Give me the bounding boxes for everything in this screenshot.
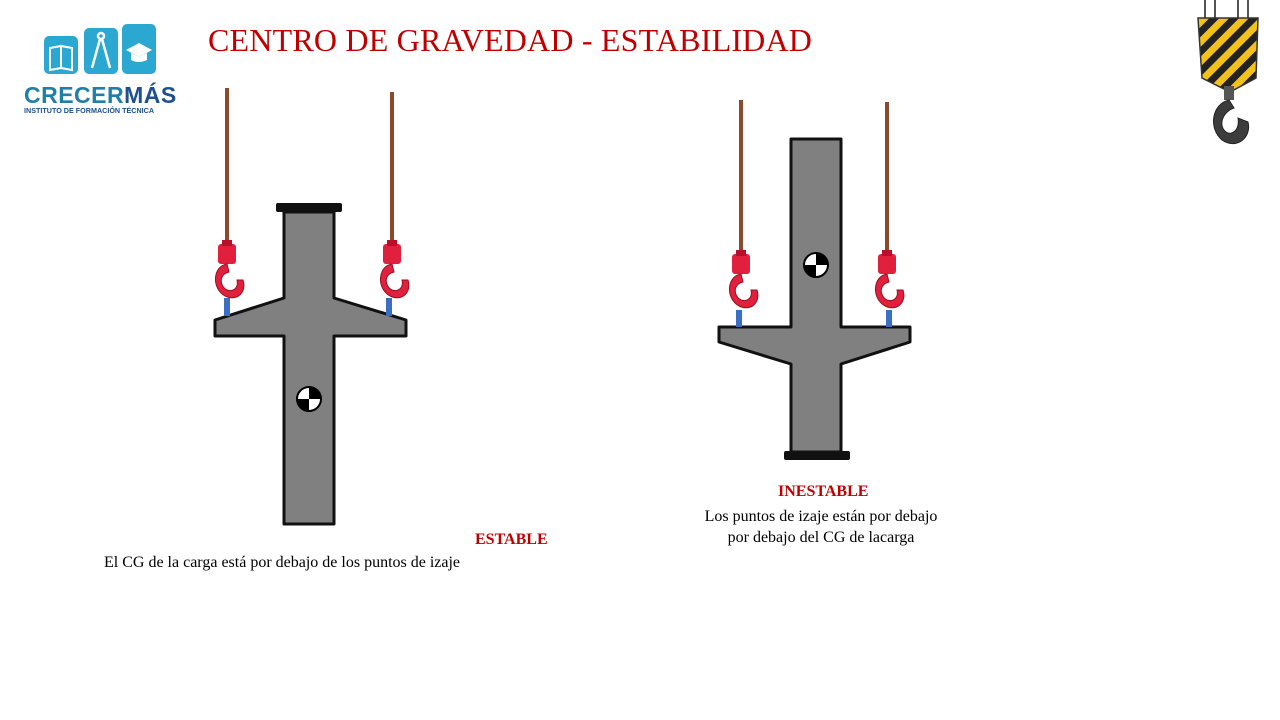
- unstable-status-label: INESTABLE: [778, 483, 869, 500]
- load-bottom-plate: [784, 451, 850, 460]
- logo-name: CRECERMÁS: [24, 82, 177, 108]
- unstable-caption: Los puntos de izaje están por debajo por debajo del CG de lacarga: [704, 508, 938, 546]
- lifting-hook-icon: [875, 250, 903, 308]
- slide-title: CENTRO DE GRAVEDAD - ESTABILIDAD: [208, 22, 813, 58]
- stable-caption: El CG de la carga está por debajo de los puntos de izaje: [104, 554, 461, 571]
- lifting-lug: [736, 310, 742, 327]
- center-of-gravity-icon: [804, 253, 828, 277]
- stable-status-label: ESTABLE: [475, 531, 548, 548]
- lifting-hook-icon: [729, 250, 757, 308]
- lifting-lug: [886, 310, 892, 327]
- logo-subtitle: INSTITUTO DE FORMACIÓN TÉCNICA: [24, 106, 155, 115]
